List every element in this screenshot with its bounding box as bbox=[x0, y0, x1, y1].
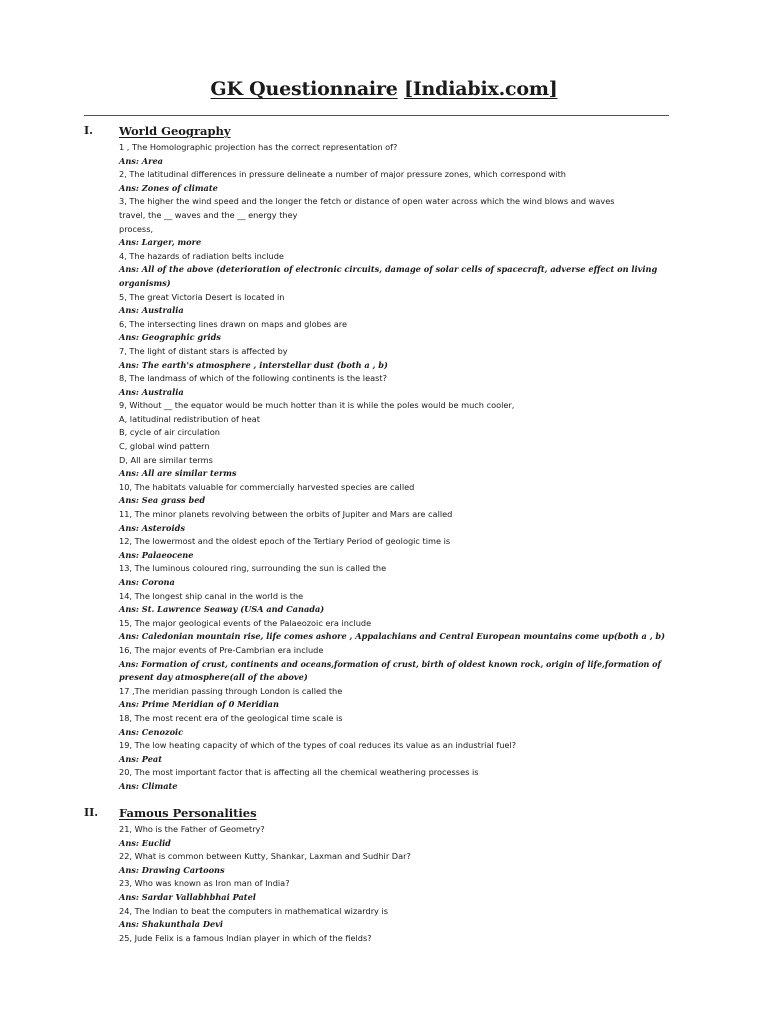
question-line: C, global wind pattern bbox=[119, 441, 210, 452]
question-line: 15, The major geological events of the Palaeozoic era include bbox=[119, 617, 372, 628]
question-line: 2, The latitudinal differences in pressure delineate a number of major pressure zones, which correspond with bbox=[119, 169, 566, 180]
answer-line: Ans: Australia bbox=[119, 386, 184, 397]
question-line: 1 , The Homolographic projection has the correct representation of? bbox=[119, 142, 398, 152]
answer-line: Ans: Euclid bbox=[119, 837, 171, 848]
answer-line: Ans: Geographic grids bbox=[119, 332, 221, 343]
section-header bbox=[0, 806, 768, 823]
answer-line: Ans: Peat bbox=[119, 753, 163, 764]
title-source: [Indiabix.com] bbox=[404, 78, 558, 100]
section-numeral: I. bbox=[84, 124, 93, 137]
answer-line: present day atmosphere(all of the above) bbox=[119, 672, 308, 683]
section-famous-personalities bbox=[0, 806, 768, 945]
answer-line: Ans: Sardar Vallabhbhai Patel bbox=[119, 891, 256, 902]
question-line: 21, Who is the Father of Geometry? bbox=[119, 824, 265, 834]
answer-line: Ans: All of the above (deterioration of electronic circuits, damage of solar cells of spacecraft, adverse effect on living bbox=[119, 264, 658, 275]
question-line: 3, The higher the wind speed and the longer the fetch or distance of open water across which the wind blows and waves bbox=[119, 196, 615, 207]
section-world-geography bbox=[0, 124, 768, 794]
question-line: 10, The habitats valuable for commercially harvested species are called bbox=[119, 481, 415, 492]
question-line: A, latitudinal redistribution of heat bbox=[119, 413, 260, 424]
question-line: 12, The lowermost and the oldest epoch of the Tertiary Period of geologic time is bbox=[119, 536, 451, 547]
answer-line: Ans: Larger, more bbox=[119, 237, 202, 248]
question-line: 14, The longest ship canal in the world is the bbox=[119, 590, 304, 601]
answer-line: Ans: Australia bbox=[119, 305, 184, 316]
question-line: 17 ,The meridian passing through London is called the bbox=[119, 685, 343, 696]
question-line: 24, The Indian to beat the computers in mathematical wizardry is bbox=[119, 905, 389, 916]
question-line: 20, The most important factor that is affecting all the chemical weathering processes is bbox=[119, 767, 479, 778]
section-header bbox=[0, 124, 768, 141]
question-line: 25, Jude Felix is a famous Indian player in which of the fields? bbox=[119, 932, 372, 943]
answer-line: Ans: Formation of crust, continents and oceans,formation of crust, birth of oldest known rock, origin of life,formation of bbox=[119, 658, 661, 669]
question-list bbox=[119, 823, 664, 945]
answer-line: Ans: Shakunthala Devi bbox=[119, 919, 224, 930]
question-line: 16, The major events of Pre-Cambrian era include bbox=[119, 644, 324, 655]
answer-line: Ans: The earth's atmosphere , interstellar dust (both a , b) bbox=[119, 359, 388, 370]
answer-line: Ans: Zones of climate bbox=[119, 182, 218, 193]
answer-line: Ans: Palaeocene bbox=[119, 549, 194, 560]
question-line: 11, The minor planets revolving between the orbits of Jupiter and Mars are called bbox=[119, 509, 453, 520]
section-numeral: II. bbox=[84, 806, 99, 819]
question-line: 19, The low heating capacity of which of the types of coal reduces its value as an industrial fuel? bbox=[119, 740, 517, 751]
section-heading: Famous Personalities bbox=[119, 806, 257, 820]
title-divider bbox=[84, 115, 669, 116]
question-line: 7, The light of distant stars is affected by bbox=[119, 345, 288, 356]
question-line: travel, the __ waves and the __ energy they bbox=[119, 209, 298, 220]
question-line: B, cycle of air circulation bbox=[119, 427, 220, 438]
answer-line: Ans: All are similar terms bbox=[119, 468, 237, 479]
question-line: 5, The great Victoria Desert is located in bbox=[119, 291, 285, 302]
section-heading: World Geography bbox=[119, 124, 231, 138]
question-line: 22, What is common between Kutty, Shankar, Laxman and Sudhir Dar? bbox=[119, 851, 411, 862]
page-title bbox=[0, 78, 768, 100]
answer-line: Ans: Prime Meridian of 0 Meridian bbox=[119, 699, 279, 710]
question-line: 6, The intersecting lines drawn on maps and globes are bbox=[119, 318, 348, 329]
answer-line: Ans: Drawing Cartoons bbox=[119, 864, 225, 875]
question-line: D, All are similar terms bbox=[119, 454, 213, 465]
answer-line: Ans: Area bbox=[119, 155, 163, 166]
question-line: 9, Without __ the equator would be much hotter than it is while the poles would be much cooler, bbox=[119, 400, 515, 411]
question-line: 4, The hazards of radiation belts include bbox=[119, 250, 284, 261]
question-list bbox=[119, 141, 664, 794]
answer-line: organisms) bbox=[119, 277, 171, 288]
question-line: 23, Who was known as Iron man of India? bbox=[119, 878, 290, 889]
title-main: GK Questionnaire bbox=[210, 78, 398, 100]
answer-line: Ans: Climate bbox=[119, 780, 178, 791]
answer-line: Ans: Cenozoic bbox=[119, 726, 184, 737]
answer-line: Ans: Asteroids bbox=[119, 522, 185, 533]
answer-line: Ans: Sea grass bed bbox=[119, 495, 206, 506]
question-line: 8, The landmass of which of the following continents is the least? bbox=[119, 373, 387, 384]
question-line: 13, The luminous coloured ring, surrounding the sun is called the bbox=[119, 563, 387, 574]
answer-line: Ans: St. Lawrence Seaway (USA and Canada) bbox=[119, 604, 325, 615]
answer-line: Ans: Corona bbox=[119, 577, 175, 587]
question-line: process, bbox=[119, 223, 154, 234]
answer-line: Ans: Caledonian mountain rise, life comes ashore , Appalachians and Central European mountains come up(both a , b) bbox=[119, 631, 665, 642]
question-line: 18, The most recent era of the geological time scale is bbox=[119, 712, 343, 723]
